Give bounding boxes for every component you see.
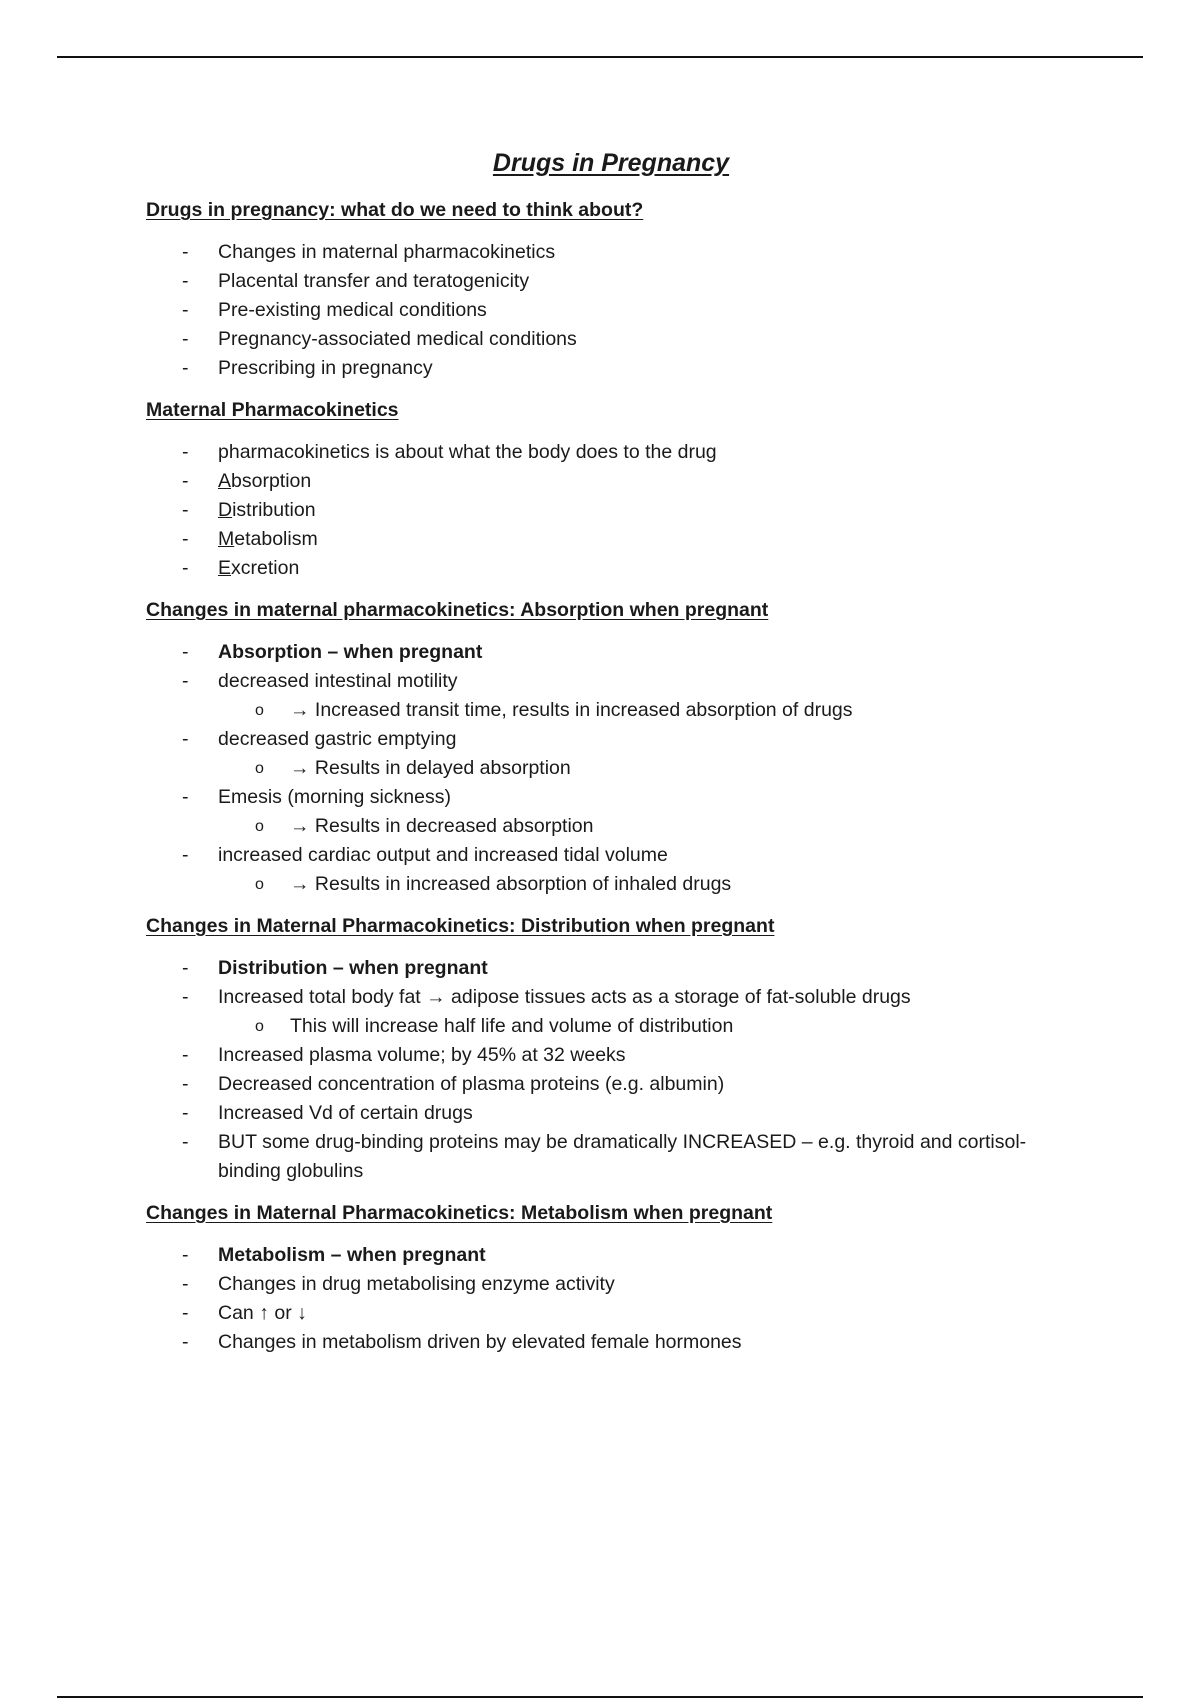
- circle-bullet: o: [255, 876, 264, 893]
- maternal-pk-list: [146, 438, 1076, 583]
- dash-bullet: -: [182, 1244, 189, 1266]
- header-rule: [57, 56, 1143, 58]
- sub-list-item: o → Results in decreased absorption: [218, 812, 1076, 841]
- document-title: Drugs in Pregnancy: [492, 149, 730, 177]
- list-item: - Changes in metabolism driven by elevated female hormones: [146, 1328, 1076, 1357]
- circle-bullet: o: [255, 818, 264, 835]
- list-item: - Metabolism: [146, 525, 1076, 554]
- list-item: - Prescribing in pregnancy: [146, 354, 1076, 383]
- sub-list-item: o → Results in increased absorption of inhaled drugs: [218, 870, 1076, 899]
- sub-list: [218, 870, 1076, 899]
- dash-bullet: -: [182, 670, 189, 692]
- list-item: - decreased gastric emptying o → Results in delayed absorption: [146, 725, 1076, 783]
- dash-bullet: -: [182, 270, 189, 292]
- sub-list: [218, 754, 1076, 783]
- dash-bullet: -: [182, 499, 189, 521]
- dash-bullet: -: [182, 557, 189, 579]
- sub-list-item: o → Results in delayed absorption: [218, 754, 1076, 783]
- list-item: - Distribution: [146, 496, 1076, 525]
- list-item: - Absorption: [146, 467, 1076, 496]
- list-item: - Absorption – when pregnant: [146, 638, 1076, 667]
- list-item: - Increased plasma volume; by 45% at 32 weeks: [146, 1041, 1076, 1070]
- dash-bullet: -: [182, 1044, 189, 1066]
- list-item: - Can ↑ or ↓: [146, 1299, 1076, 1328]
- dash-bullet: -: [182, 299, 189, 321]
- distribution-list: [146, 954, 1076, 1186]
- sub-list-item: o → Increased transit time, results in increased absorption of drugs: [218, 696, 1076, 725]
- list-item: - Excretion: [146, 554, 1076, 583]
- dash-bullet: -: [182, 786, 189, 808]
- dash-bullet: -: [182, 641, 189, 663]
- dash-bullet: -: [182, 470, 189, 492]
- metabolism-list: [146, 1241, 1076, 1357]
- document-page: [146, 146, 1076, 1371]
- list-item: - Increased total body fat → adipose tissues acts as a storage of fat-soluble drugs o This will increase half life and volume of distribution: [146, 983, 1076, 1041]
- list-item: - Changes in drug metabolising enzyme activity: [146, 1270, 1076, 1299]
- dash-bullet: -: [182, 728, 189, 750]
- dash-bullet: -: [182, 1302, 189, 1324]
- sub-list: [218, 696, 1076, 725]
- dash-bullet: -: [182, 1102, 189, 1124]
- section-heading-overview: Drugs in pregnancy: what do we need to think about?: [146, 199, 644, 221]
- list-item: - Increased Vd of certain drugs: [146, 1099, 1076, 1128]
- circle-bullet: o: [255, 760, 264, 777]
- dash-bullet: -: [182, 357, 189, 379]
- list-item: - decreased intestinal motility o → Increased transit time, results in increased absorption of drugs: [146, 667, 1076, 725]
- dash-bullet: -: [182, 328, 189, 350]
- list-item: - Decreased concentration of plasma proteins (e.g. albumin): [146, 1070, 1076, 1099]
- section-heading-absorption: Changes in maternal pharmacokinetics: Absorption when pregnant: [146, 599, 769, 621]
- dash-bullet: -: [182, 844, 189, 866]
- list-item: - Changes in maternal pharmacokinetics: [146, 238, 1076, 267]
- circle-bullet: o: [255, 702, 264, 719]
- dash-bullet: -: [182, 241, 189, 263]
- dash-bullet: -: [182, 986, 189, 1008]
- list-item: - Distribution – when pregnant: [146, 954, 1076, 983]
- sub-list: [218, 812, 1076, 841]
- list-item: - Pregnancy-associated medical conditions: [146, 325, 1076, 354]
- dash-bullet: -: [182, 441, 189, 463]
- sub-list-item: o This will increase half life and volume of distribution: [218, 1012, 1076, 1041]
- list-item: - Placental transfer and teratogenicity: [146, 267, 1076, 296]
- section-heading-metabolism: Changes in Maternal Pharmacokinetics: Metabolism when pregnant: [146, 1202, 773, 1224]
- list-item: - Metabolism – when pregnant: [146, 1241, 1076, 1270]
- list-item: - increased cardiac output and increased tidal volume o → Results in increased absorption of inhaled drugs: [146, 841, 1076, 899]
- list-item: - pharmacokinetics is about what the body does to the drug: [146, 438, 1076, 467]
- dash-bullet: -: [182, 1331, 189, 1353]
- dash-bullet: -: [182, 1073, 189, 1095]
- section-heading-maternal-pk: Maternal Pharmacokinetics: [146, 399, 399, 421]
- section-heading-distribution: Changes in Maternal Pharmacokinetics: Distribution when pregnant: [146, 915, 775, 937]
- absorption-list: [146, 638, 1076, 899]
- list-item: - Emesis (morning sickness) o → Results in decreased absorption: [146, 783, 1076, 841]
- list-item: - Pre-existing medical conditions: [146, 296, 1076, 325]
- dash-bullet: -: [182, 528, 189, 550]
- overview-list: [146, 238, 1076, 383]
- circle-bullet: o: [255, 1018, 264, 1035]
- dash-bullet: -: [182, 1273, 189, 1295]
- footer-rule: [57, 1696, 1143, 1698]
- dash-bullet: -: [182, 957, 189, 979]
- dash-bullet: -: [182, 1131, 189, 1153]
- sub-list: [218, 1012, 1076, 1041]
- list-item: - BUT some drug-binding proteins may be dramatically INCREASED – e.g. thyroid and cortisol-binding globulins: [146, 1128, 1076, 1186]
